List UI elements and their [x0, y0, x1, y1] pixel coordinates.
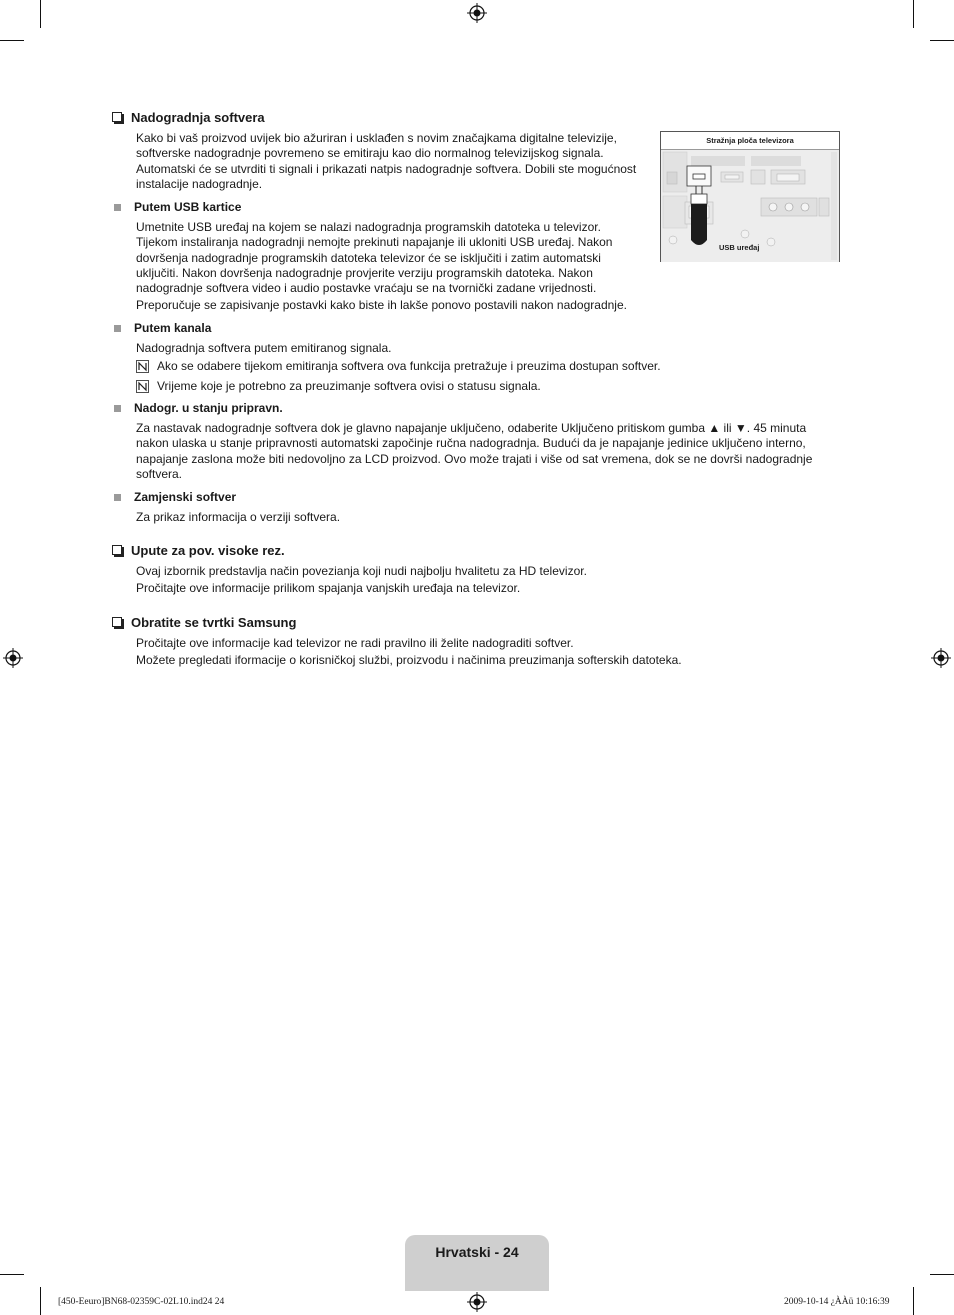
section-title: Nadogradnja softvera — [131, 110, 265, 125]
text-line: Kako bi vaš proizvod uvijek bio ažuriran i usklađen s novim značajkama digitalne televizije, — [136, 131, 617, 145]
text-line: napajanje zaslona može biti nedovoljno za LCD proizvod. Ovo može trajati i više od sat vremena, dok se ne dovrši nadogradnje — [136, 451, 813, 466]
channel-paragraph — [136, 341, 391, 356]
crop-mark — [930, 1274, 954, 1275]
text-line: Za nastavak nadogradnje softvera dok je glavno napajanje uključeno, odaberite Uključeno pritiskom gumba ▲ ili ▼. 45 minuta — [136, 421, 807, 435]
crop-mark — [913, 1287, 914, 1315]
square-bullet-icon — [114, 204, 121, 211]
crop-mark — [0, 40, 24, 41]
section-title: Obratite se tvrtki Samsung — [131, 615, 297, 630]
note-item — [136, 359, 661, 373]
note-icon — [136, 380, 149, 393]
subsection-heading — [114, 490, 236, 504]
text-line: Automatski će se utvrditi ti signali i prikazati natpis nadogradnje softvera. Dobili ste mogućnost — [136, 161, 637, 176]
tv-panel-illustration — [661, 149, 839, 262]
registration-mark-icon — [931, 648, 951, 668]
square-bullet-icon — [114, 405, 121, 412]
text-line: softvera. — [136, 466, 183, 481]
note-text: Ako se odabere tijekom emitiranja softvera ova funkcija pretražuje i preuzima dostupan softver. — [157, 359, 661, 373]
print-slug-right: 2009-10-14 ¿ÀÀü 10:16:39 — [784, 1297, 890, 1307]
subsection-title: Putem USB kartice — [134, 200, 242, 214]
registration-mark-icon — [467, 3, 487, 23]
text-line: instalacije nadogradnje. — [136, 176, 263, 191]
subsection-heading — [114, 200, 241, 214]
text-line: Pročitajte ove informacije kad televizor ne radi pravilno ili želite nadograditi softver. — [136, 636, 574, 650]
intro-paragraph — [136, 131, 636, 192]
usb-paragraph — [136, 220, 627, 314]
checkbox-bullet-icon — [112, 112, 122, 122]
figure-title: Stražnja ploča televizora — [706, 136, 794, 145]
text-line: Ovaj izbornik predstavlja način povezianja koji nudi najbolju hvalitetu za HD televizor. — [136, 564, 587, 578]
page-number-tab — [405, 1235, 549, 1291]
text-line: Pročitajte ove informacije prilikom spajanja vanjskih uređaja na televizor. — [136, 581, 521, 596]
subsection-heading — [114, 321, 211, 335]
page-label: Hrvatski - 24 — [435, 1244, 519, 1260]
subsection-title: Putem kanala — [134, 321, 212, 335]
checkbox-bullet-icon — [112, 545, 122, 555]
section-heading — [112, 543, 285, 558]
subsection-title: Nadogr. u stanju pripravn. — [134, 401, 283, 415]
registration-mark-icon — [467, 1292, 487, 1312]
text-line: Tijekom instaliranja nadogradnji nemojte prekinuti napajanje ili ukloniti USB uređaj. Nakon — [136, 235, 613, 250]
text-line: uključiti. Nakon dovršenja nadogradnje provjerite verziju programskih datoteka. Nakon — [136, 265, 593, 280]
note-icon — [136, 360, 149, 373]
tv-back-panel-figure — [660, 131, 840, 262]
square-bullet-icon — [114, 325, 121, 332]
note-text: Vrijeme koje je potrebno za preuzimanje softvera ovisi o statusu signala. — [157, 379, 541, 393]
section-title: Upute za pov. visoke rez. — [131, 543, 285, 558]
hd-paragraph — [136, 564, 587, 597]
text-line: softverske nadogradnje povremeno se emitiraju kao dio normalnog televizijskog signala. — [136, 146, 604, 161]
text-line: nadogradnje softvera video i audio postavke vraćaju se na tvornički zadane vrijednosti. — [136, 281, 597, 296]
section-heading — [112, 615, 296, 630]
crop-mark — [913, 0, 914, 28]
text-line: Preporučuje se zapisivanje postavki kako biste ih lakše ponovo postavili nakon nadogradnje. — [136, 298, 627, 313]
crop-mark — [0, 1274, 24, 1275]
text-line: dovršenja nadogradnje programskih datoteka televizor će se isključiti i zatim automatski — [136, 250, 601, 265]
section-heading — [112, 110, 265, 125]
text-line: Umetnite USB uređaj na kojem se nalazi nadogradnja programskih datoteka u televizor. — [136, 220, 601, 234]
usb-device-label: USB uređaj — [719, 243, 760, 252]
checkbox-bullet-icon — [112, 617, 122, 627]
square-bullet-icon — [114, 494, 121, 501]
alt-paragraph — [136, 510, 340, 525]
crop-mark — [930, 40, 954, 41]
text-line: Nadogradnja softvera putem emitiranog signala. — [136, 341, 392, 355]
crop-mark — [40, 0, 41, 28]
subsection-title: Zamjenski softver — [134, 490, 237, 504]
samsung-paragraph — [136, 636, 682, 669]
text-line: Možete pregledati iformacije o korisničkoj službi, proizvodu i načinima preuzimanja softerskih datoteka. — [136, 653, 682, 668]
text-line: Za prikaz informacija o verziji softvera. — [136, 510, 341, 524]
standby-paragraph — [136, 421, 812, 482]
text-line: nakon ulaska u stanje pripravnosti automatski započinje ručna nadogradnja. Budući da je napajanje jedinice uključeno interno, — [136, 436, 806, 451]
subsection-heading — [114, 401, 283, 415]
registration-mark-icon — [3, 648, 23, 668]
crop-mark — [40, 1287, 41, 1315]
note-item — [136, 379, 541, 393]
print-slug-left: [450-Eeuro]BN68-02359C-02L10.ind24 24 — [58, 1297, 225, 1307]
